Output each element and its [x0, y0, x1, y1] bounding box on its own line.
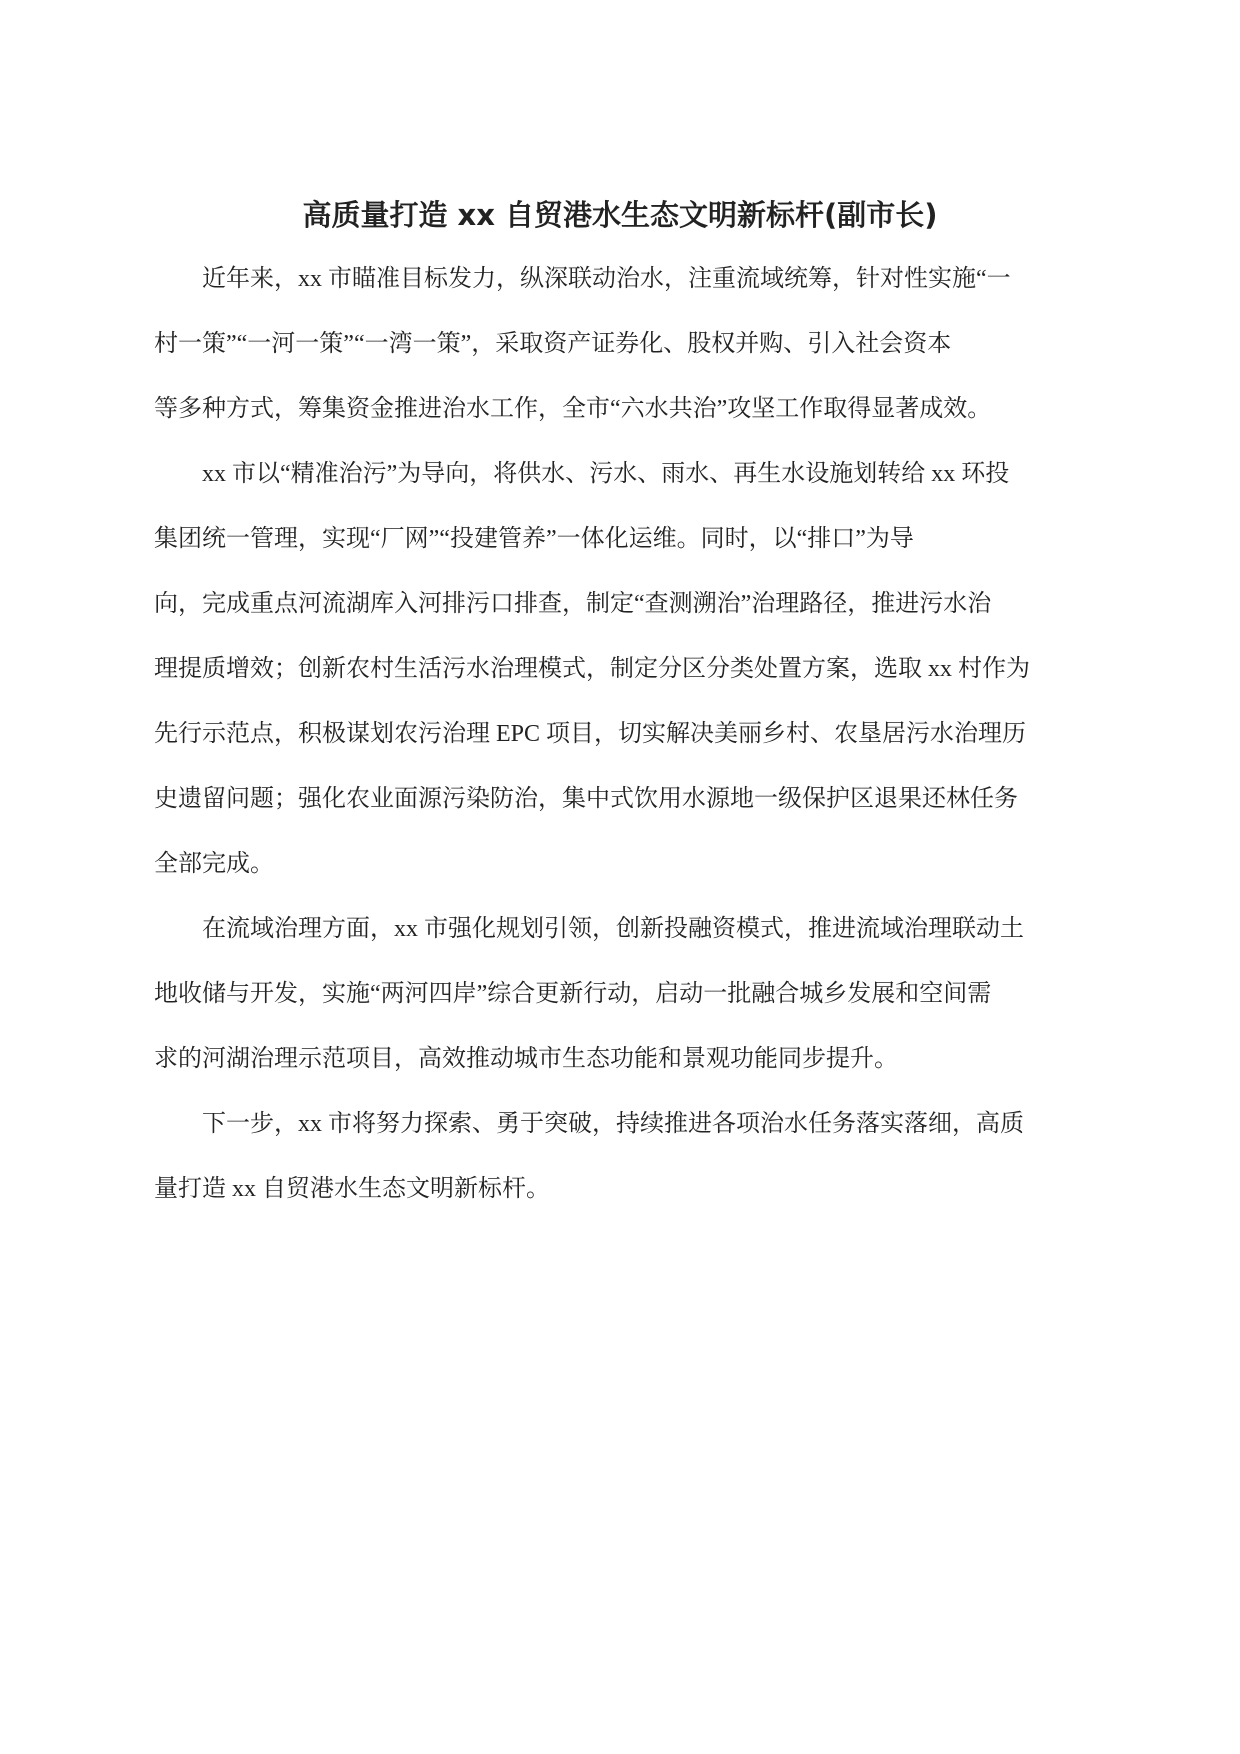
text-line: 量打造 xx 自贸港水生态文明新标杆。 — [154, 1176, 550, 1202]
paragraph-2 — [154, 442, 1074, 897]
text-line: 集团统一管理，实现“厂网”“投建管养”一体化运维。同时，以“排口”为导 — [154, 526, 914, 552]
paragraph-4 — [154, 1092, 1074, 1222]
text-line: 理提质增效；创新农村生活污水治理模式，制定分区分类处置方案，选取 xx 村作为 — [154, 656, 1030, 682]
paragraph-1 — [154, 247, 1074, 442]
text-line: 先行示范点，积极谋划农污治理 EPC 项目，切实解决美丽乡村、农垦居污水治理历 — [154, 721, 1027, 747]
paragraph-3 — [154, 897, 1074, 1092]
text-line: 向，完成重点河流湖库入河排污口排查，制定“查测溯治”治理路径，推进污水治 — [154, 591, 992, 617]
text-line: 史遗留问题；强化农业面源污染防治，集中式饮用水源地一级保护区退果还林任务 — [154, 786, 1018, 812]
text-line: 地收储与开发，实施“两河四岸”综合更新行动，启动一批融合城乡发展和空间需 — [154, 981, 992, 1007]
text-line: 在流域治理方面，xx 市强化规划引领，创新投融资模式，推进流域治理联动土 — [202, 916, 1024, 942]
text-line: 村一策”“一河一策”“一湾一策”，采取资产证券化、股权并购、引入社会资本 — [154, 331, 952, 357]
text-line: 求的河湖治理示范项目，高效推动城市生态功能和景观功能同步提升。 — [154, 1046, 898, 1072]
text-line: 等多种方式，筹集资金推进治水工作，全市“六水共治”攻坚工作取得显著成效。 — [154, 396, 992, 422]
text-line: 近年来，xx 市瞄准目标发力，纵深联动治水，注重流域统筹，针对性实施“一 — [202, 266, 1011, 292]
text-line: 全部完成。 — [154, 851, 274, 877]
text-line: xx 市以“精准治污”为导向，将供水、污水、雨水、再生水设施划转给 xx 环投 — [202, 461, 1010, 487]
document-body — [154, 247, 1074, 1222]
text-line: 下一步，xx 市将努力探索、勇于突破，持续推进各项治水任务落实落细，高质 — [202, 1111, 1024, 1137]
document-title: 高质量打造 xx 自贸港水生态文明新标杆(副市长) — [302, 198, 938, 232]
